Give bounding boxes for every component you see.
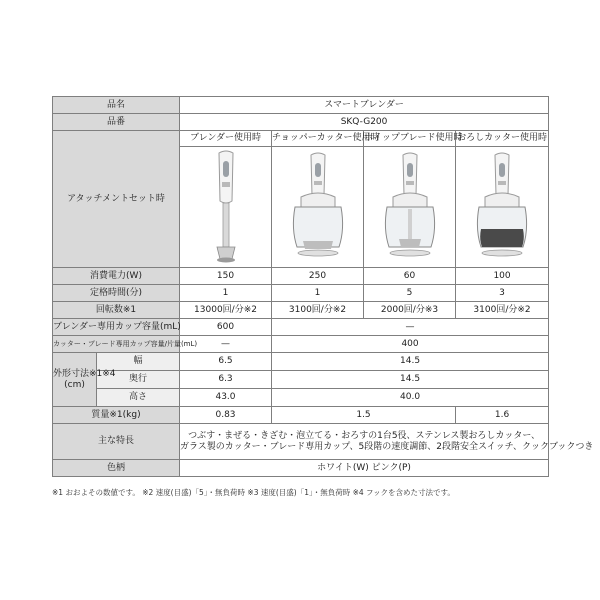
color-value: ホワイト(W) ピンク(P) — [180, 460, 549, 477]
product-name: スマートブレンダー — [180, 97, 549, 114]
blender-cup-value: 600 — [180, 319, 272, 336]
mass-grater: 1.6 — [456, 407, 549, 424]
product-name-label: 品名 — [53, 97, 180, 114]
power-whip: 60 — [364, 268, 456, 285]
mass-chopper-whip: 1.5 — [272, 407, 456, 424]
mode-grater: おろしカッター使用時 — [456, 131, 549, 147]
attachment-label: アタッチメントセット時 — [53, 131, 180, 268]
rated-time-whip: 5 — [364, 285, 456, 302]
cutter-cup-value: 400 — [272, 336, 549, 353]
model-label: 品番 — [53, 114, 180, 131]
rated-time-chopper: 1 — [272, 285, 364, 302]
power-label: 消費電力(W) — [53, 268, 180, 285]
mode-chopper: チョッパーカッター使用時 — [272, 131, 364, 147]
height-label: 高さ — [97, 389, 180, 407]
rpm-blender: 13000回/分※2 — [180, 302, 272, 319]
blender-cup-dash: — — [272, 319, 549, 336]
depth-label: 奥行 — [97, 371, 180, 389]
grater-blender-image — [467, 149, 537, 265]
model-number: SKQ-G200 — [180, 114, 549, 131]
cutter-cup-label: カッター・ブレード専用カップ容量/片量(mL) — [53, 336, 180, 353]
dimensions-label-line2: (cm) — [64, 379, 85, 390]
whip-image-cell — [364, 147, 456, 268]
width-blender: 6.5 — [180, 353, 272, 371]
width-label: 幅 — [97, 353, 180, 371]
rpm-label: 回転数※1 — [53, 302, 180, 319]
power-chopper: 250 — [272, 268, 364, 285]
chopper-blender-image — [283, 149, 353, 265]
blender-image-cell — [180, 147, 272, 268]
rpm-grater: 3100回/分※2 — [456, 302, 549, 319]
depth-blender: 6.3 — [180, 371, 272, 389]
depth-others: 14.5 — [272, 371, 549, 389]
mode-blender: ブレンダー使用時 — [180, 131, 272, 147]
features-line-1: つぶす・まぜる・きざむ・泡立てる・おろすの1台5役、ステンレス製おろしカッター、 — [188, 430, 540, 441]
whip-blender-image — [375, 149, 445, 265]
grater-image-cell — [456, 147, 549, 268]
power-blender: 150 — [180, 268, 272, 285]
features-label: 主な特長 — [53, 424, 180, 460]
dimensions-label — [53, 353, 116, 407]
rpm-chopper: 3100回/分※2 — [272, 302, 364, 319]
dimensions-label-line1: 外形寸法※1※4 — [53, 368, 116, 379]
power-grater: 100 — [456, 268, 549, 285]
mass-blender: 0.83 — [180, 407, 272, 424]
width-others: 14.5 — [272, 353, 549, 371]
spec-table — [52, 96, 594, 477]
color-label: 色柄 — [53, 460, 180, 477]
hand-blender-image — [206, 149, 246, 265]
chopper-image-cell — [272, 147, 364, 268]
height-others: 40.0 — [272, 389, 549, 407]
height-blender: 43.0 — [180, 389, 272, 407]
mass-label: 質量※1(kg) — [53, 407, 180, 424]
rated-time-blender: 1 — [180, 285, 272, 302]
features-text — [180, 424, 594, 460]
cutter-cup-dash: — — [180, 336, 272, 353]
rated-time-label: 定格時間(分) — [53, 285, 180, 302]
footnotes: ※1 おおよその数値です。 ※2 速度(目盛)「5」・無負荷時 ※3 速度(目盛)「1」・無負荷時 ※4 フックを含めた寸法です。 — [52, 488, 455, 497]
blender-cup-label: ブレンダー専用カップ容量(mL) — [53, 319, 180, 336]
rpm-whip: 2000回/分※3 — [364, 302, 456, 319]
features-line-2: ガラス製のカッター・ブレード専用カップ、5段階の速度調節、2段階安全スイッチ、クックブックつき — [180, 441, 594, 452]
rated-time-grater: 3 — [456, 285, 549, 302]
mode-whip: ホイップブレード使用時 — [364, 131, 456, 147]
